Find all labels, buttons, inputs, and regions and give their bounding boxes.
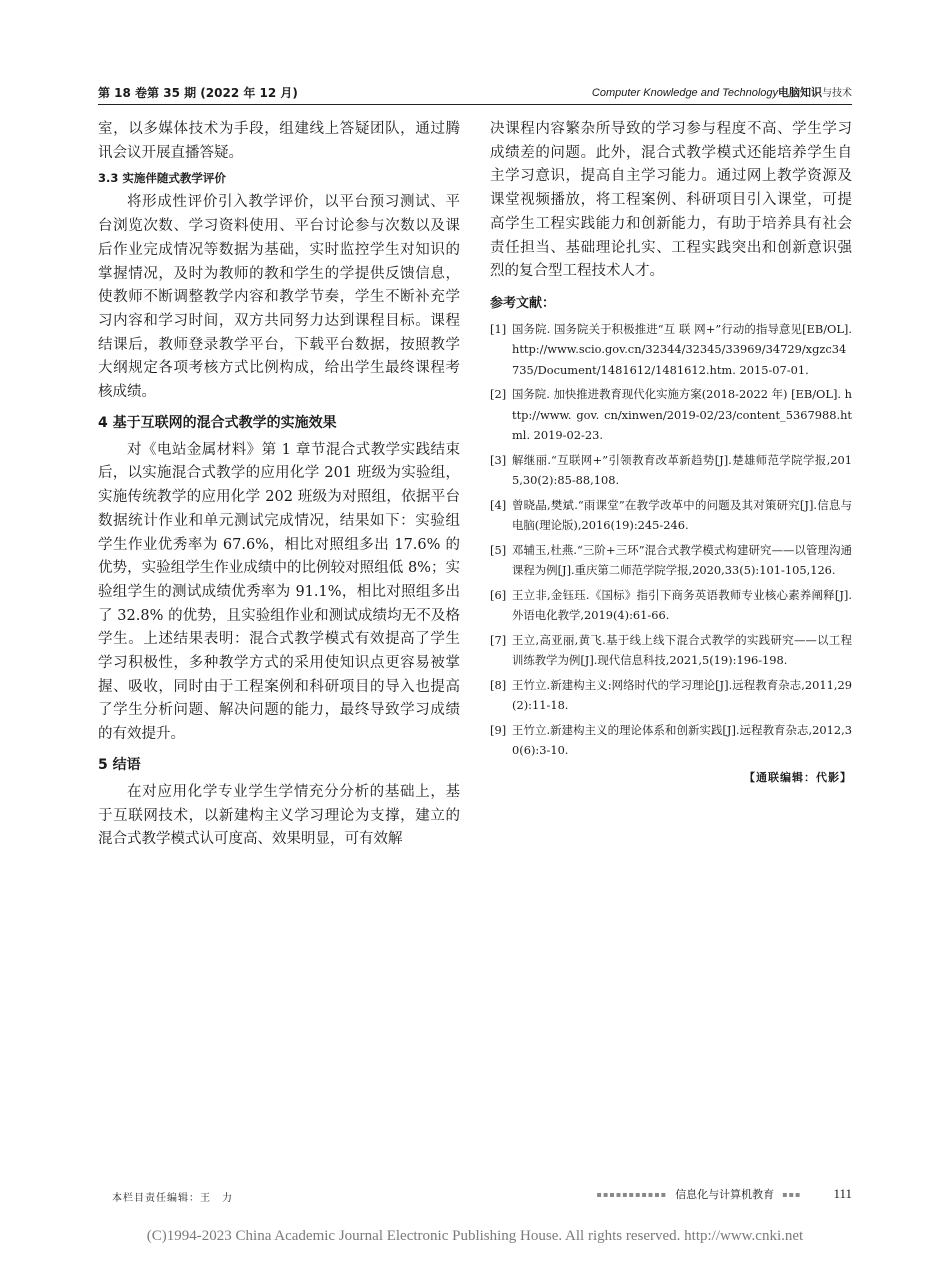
journal-name-en: Computer Knowledge and Technology <box>591 87 778 99</box>
page-number: 111 <box>833 1186 852 1201</box>
reference-number: [8] <box>490 677 507 692</box>
reference-number: [2] <box>490 387 507 402</box>
reference-number: [7] <box>490 632 507 647</box>
paragraph: 室，以多媒体技术为手段，组建线上答疑团队，通过腾讯会议开展直播答疑。 <box>98 121 460 161</box>
reference-item <box>490 319 852 381</box>
reference-number: [9] <box>490 722 507 737</box>
journal-name <box>592 84 852 100</box>
journal-name-cn2: 与技术 <box>822 88 852 99</box>
right-column <box>490 118 852 785</box>
running-footer <box>98 1186 852 1206</box>
reference-number: [3] <box>490 452 507 467</box>
reference-text: 国务院. 加快推进教育现代化实施方案(2018-2022 年) [EB/OL]. http://www. gov. cn/xinwen/2019-02/23/content_5367988.html. 2019-02-23. <box>512 387 852 443</box>
reference-text: 王竹立.新建构主义的理论体系和创新实践[J].远程教育杂志,2012,30(6):3-10. <box>512 722 852 758</box>
paragraph: 在对应用化学专业学生学情充分分析的基础上，基于互联网技术，以新建构主义学习理论为支撑，建立的混合式教学模式认可度高、效果明显，可有效解 <box>98 783 460 848</box>
reference-text: 王立非,金钰珏.《国标》指引下商务英语教师专业核心素养阐释[J].外语电化教学,2019(4):61-66. <box>512 587 852 623</box>
reference-item <box>490 720 852 761</box>
reference-text: 解继丽.“互联网+”引领教育改革新趋势[J].楚雄师范学院学报,2015,30(2):85-88,108. <box>512 452 852 488</box>
section-heading: 4 基于互联网的混合式教学的实施效果 <box>98 414 337 431</box>
journal-name-cn: 电脑知识 <box>778 87 822 99</box>
reference-item <box>490 675 852 716</box>
reference-number: [6] <box>490 587 507 602</box>
reference-item <box>490 450 852 491</box>
column-editor: 本栏目责任编辑：王 力 <box>112 1193 233 1204</box>
footer-dots: ▪▪▪▪▪▪▪▪▪▪▪ <box>596 1189 668 1199</box>
copyright-watermark: (C)1994-2023 China Academic Journal Electronic Publishing House. All rights reserved. http://www.cnki.net <box>146 1228 804 1244</box>
reference-number: [5] <box>490 542 507 557</box>
issue-info: 第 18 卷第 35 期 (2022 年 12 月) <box>98 86 298 100</box>
reference-number: [1] <box>490 321 507 336</box>
reference-item <box>490 540 852 581</box>
paragraph: 对《电站金属材料》第 1 章节混合式教学实践结束后，以实施混合式教学的应用化学 201 班级为实验组，实施传统教学的应用化学 202 班级为对照组，依据平台数据统计作业和单元测试完成情况，结果如下：实验组学生作业优秀率为 67.6%，相比对照组多出 17.6% 的优势，实验组学生作业成绩中的比例较对照组低 8%；实验组学生的测试成绩优秀率为 91.1%，相比对照组多出了 32.8% 的优势，且实验组作业和测试成绩均无不及格学生。上述结果表明：混合式教学模式有效提高了学生学习积极性，多种教学方式的采用使知识点更容易被掌握、吸收，同时由于工程案例和科研项目的导入也提高了学生分析问题、解决问题的能力，最终导致学习成绩的有效提升。 <box>98 441 460 743</box>
subsection-heading: 3.3 实施伴随式教学评价 <box>98 171 226 186</box>
reference-number: [4] <box>490 497 507 512</box>
section-heading: 5 结语 <box>98 756 141 773</box>
reference-text: 王竹立.新建构主义:网络时代的学习理论[J].远程教育杂志,2011,29(2):11-18. <box>512 677 852 713</box>
reference-text: 国务院. 国务院关于积极推进“互 联 网+”行动的指导意见[EB/OL]. http://www.scio.gov.cn/32344/32345/33969/34729/xgzc34735/Document/1481612/1481612.htm. 2015-07-01. <box>512 321 852 377</box>
reference-item <box>490 585 852 626</box>
reference-list <box>490 319 852 761</box>
footer-journal-block <box>597 1186 852 1202</box>
editor-note: 【通联编辑：代影】 <box>744 770 852 784</box>
reference-text: 邓辅玉,杜燕.“三阶+三环”混合式教学模式构建研究——以管理沟通课程为例[J].重庆第二师范学院学报,2020,33(5):101-105,126. <box>512 542 852 578</box>
references-heading: 参考文献： <box>490 295 556 311</box>
reference-item <box>490 384 852 446</box>
reference-text: 王立,高亚丽,黄飞.基于线上线下混合式教学的实践研究——以工程训练教学为例[J].现代信息科技,2021,5(19):196-198. <box>512 632 852 668</box>
reference-item <box>490 495 852 536</box>
left-column <box>98 118 460 852</box>
paragraph: 将形成性评价引入教学评价，以平台预习测试、平台浏览次数、学习资料使用、平台讨论参与次数以及课后作业完成情况等数据为基础，实时监控学生对知识的掌握情况，及时为教师的教和学生的学提供反馈信息，使教师不断调整教学内容和教学节奏，学生不断补充学习内容和学习时间，双方共同努力达到课程目标。课程结课后，教师登录教学平台，下载平台数据，按照教学大纲规定各项考核方式比例构成，给出学生最终课程考核成绩。 <box>98 194 460 401</box>
reference-item <box>490 630 852 671</box>
footer-dots: ▪▪▪ <box>782 1189 802 1199</box>
running-header <box>98 80 852 105</box>
reference-text: 曾晓晶,樊斌.“雨课堂”在教学改革中的问题及其对策研究[J].信息与电脑(理论版),2016(19):245-246. <box>512 497 852 533</box>
paragraph: 决课程内容繁杂所导致的学习参与程度不高、学生学习成绩差的问题。此外，混合式教学模式还能培养学生自主学习意识，提高自主学习能力。通过网上教学资源及课堂视频播放，将工程案例、科研项目引入课堂，可提高学生工程实践能力和创新能力，有助于培养具有社会责任担当、基础理论扎实、工程实践突出和创新意识强烈的复合型工程技术人才。 <box>490 121 852 280</box>
footer-journal-name: 信息化与计算机教育 <box>675 1188 775 1201</box>
